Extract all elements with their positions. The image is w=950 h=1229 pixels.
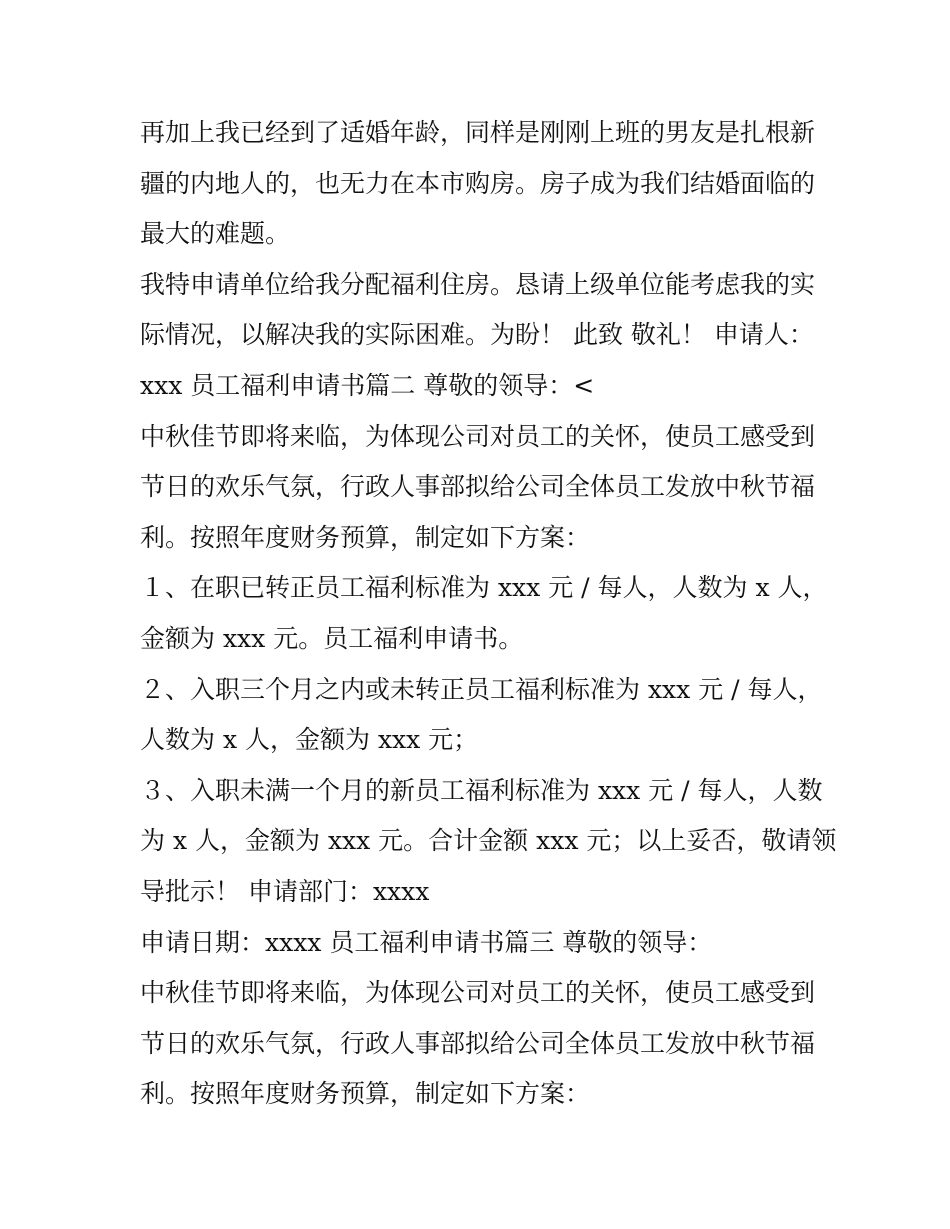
text-line: 金额为 xxx 元。员工福利申请书。 — [140, 623, 524, 653]
text-line: 中秋佳节即将来临，为体现公司对员工的关怀，使员工感受到 — [140, 421, 816, 451]
text-line: 节日的欢乐气氛，行政人事部拟给公司全体员工发放中秋节福 — [140, 1028, 816, 1058]
text-line: 导批示！ 申请部门：xxxx — [140, 876, 430, 906]
text-line: 最大的难题。 — [140, 219, 291, 249]
text-line: 中秋佳节即将来临，为体现公司对员工的关怀，使员工感受到 — [140, 978, 816, 1008]
text-line: 我特申请单位给我分配福利住房。恳请上级单位能考虑我的实 — [140, 269, 816, 299]
text-line: 节日的欢乐气氛，行政人事部拟给公司全体员工发放中秋节福 — [140, 472, 816, 502]
text-line: 申请日期：xxxx 员工福利申请书篇三 尊敬的领导： — [140, 927, 713, 957]
text-line: 再加上我已经到了适婚年龄，同样是刚刚上班的男友是扎根新 — [140, 118, 816, 147]
document-body — [140, 108, 837, 1120]
text-line: １、在职已转正员工福利标准为 xxx 元 / 每人，人数为 x 人， — [140, 573, 828, 603]
text-line: ３、入职未满一个月的新员工福利标准为 xxx 元 / 每人，人数 — [140, 775, 823, 805]
text-line: 际情况，以解决我的实际困难。为盼！ 此致 敬礼！ 申请人： — [140, 320, 814, 350]
text-line: 利。按照年度财务预算，制定如下方案： — [140, 522, 591, 552]
text-line: 人数为 x 人，金额为 xxx 元； — [140, 725, 479, 755]
text-line: 疆的内地人的，也无力在本市购房。房子成为我们结婚面临的 — [140, 168, 816, 198]
text-line: ２、入职三个月之内或未转正员工福利标准为 xxx 元 / 每人， — [140, 674, 823, 704]
text-line: 利。按照年度财务预算，制定如下方案： — [140, 1079, 591, 1109]
text-line: xxx 员工福利申请书篇二 尊敬的领导：< — [140, 370, 595, 400]
text-line: 为 x 人，金额为 xxx 元。合计金额 xxx 元；以上妥否，敬请领 — [140, 826, 837, 856]
